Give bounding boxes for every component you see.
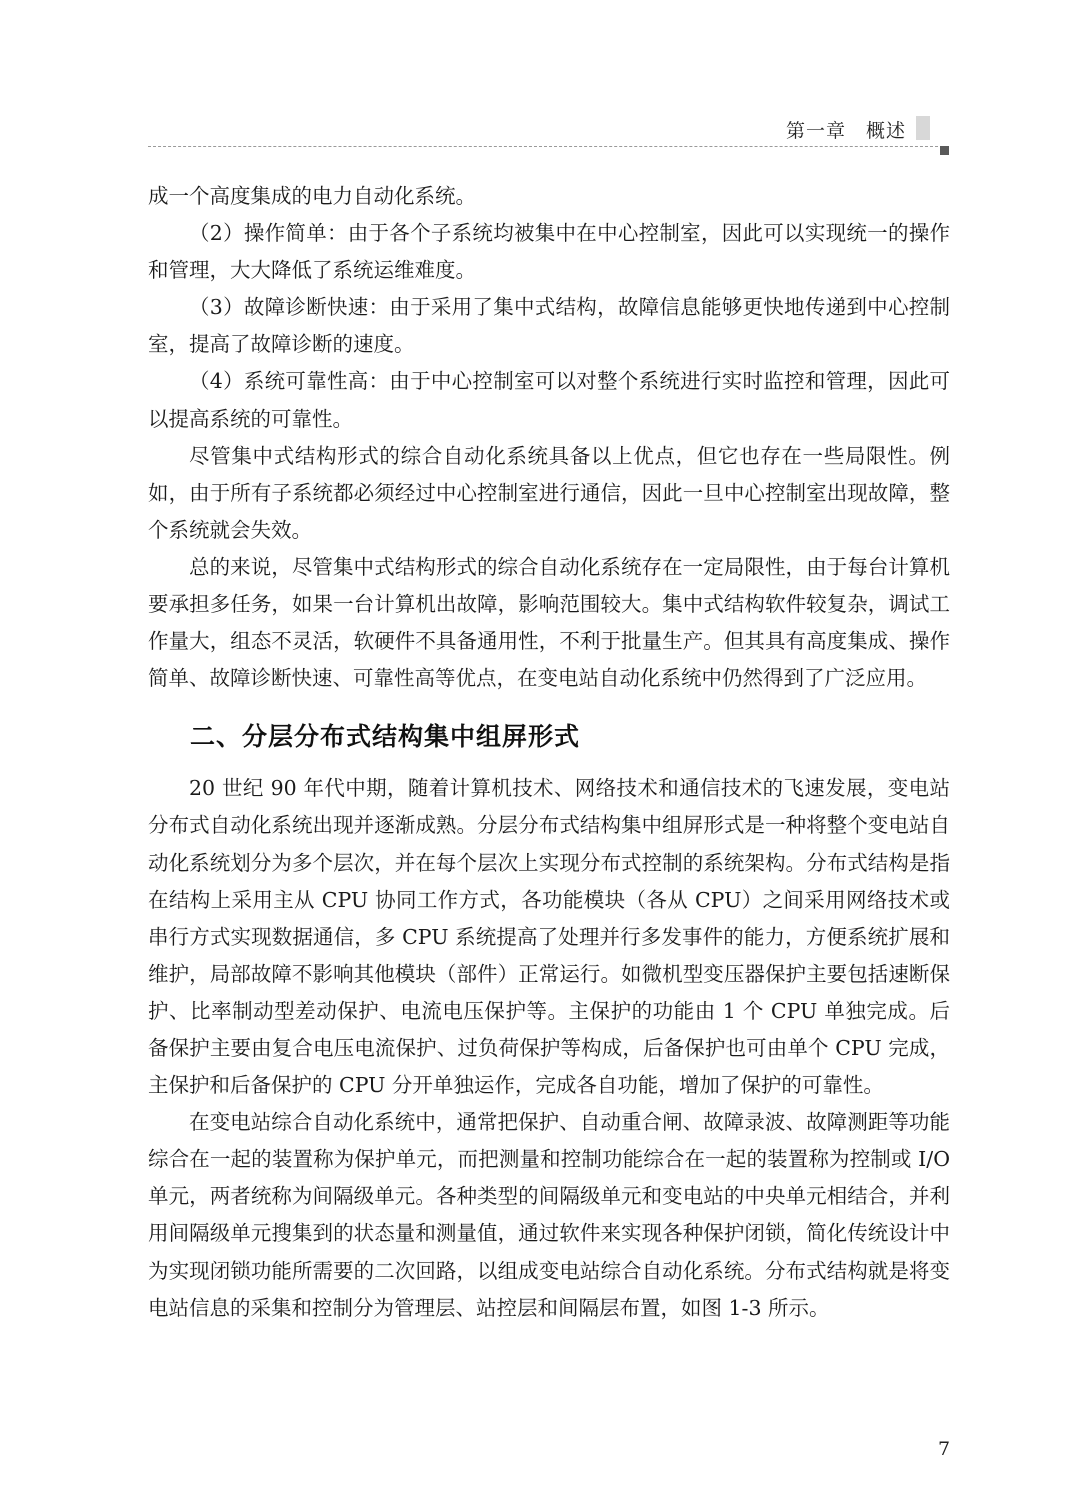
header-square-decoration — [940, 146, 949, 155]
paragraph-reliability: （4）系统可靠性高：由于中心控制室可以对整个系统进行实时监控和管理，因此可以提高系统的可靠性。 — [148, 369, 950, 431]
paragraph-fault-diagnosis: （3）故障诊断快速：由于采用了集中式结构，故障信息能够更快地传递到中心控制室，提高了故障诊断的速度。 — [148, 295, 950, 357]
paragraph-limitations: 尽管集中式结构形式的综合自动化系统具备以上优点，但它也存在一些局限性。例如，由于所有子系统都必须经过中心控制室进行通信，因此一旦中心控制室出现故障，整个系统就会失效。 — [148, 443, 950, 542]
header-bar-decoration — [916, 116, 930, 140]
paragraph-continuation: 成一个高度集成的电力自动化系统。 — [148, 184, 476, 208]
paragraph-distributed-intro: 20 世纪 90 年代中期，随着计算机技术、网络技术和通信技术的飞速发展，变电站分布式自动化系统出现并逐渐成熟。分层分布式结构集中组屏形式是一种将整个变电站自动化系统划分为多个层次，并在每个层次上实现分布式控制的系统架构。分布式结构是指在结构上采用主从 CPU 协同工作方式，各功能模块（各从 CPU）之间采用网络技术或串行方式实现数据通信，多 CPU 系统提高了处理并行多发事件的能力，方便系统扩展和维护，局部故障不影响其他模块（部件）正常运行。如微机型变压器保护主要包括速断保护、比率制动型差动保护、电流电压保护等。主保护的功能由 1 个 CPU 单独完成。后备保护主要由复合电压电流保护、过负荷保护等构成，后备保护也可由单个 CPU 完成，主保护和后备保护的 CPU 分开单独运作，完成各自功能，增加了保护的可靠性。 — [148, 776, 950, 1098]
paragraph-operation-simple: （2）操作简单：由于各个子系统均被集中在中心控制室，因此可以实现统一的操作和管理，大大降低了系统运维难度。 — [148, 221, 950, 283]
running-header — [148, 112, 938, 147]
page-number: 7 — [938, 1438, 951, 1460]
paragraph-bay-units: 在变电站综合自动化系统中，通常把保护、自动重合闸、故障录波、故障测距等功能综合在一起的装置称为保护单元，而把测量和控制功能综合在一起的装置称为控制或 I/O 单元，两者统称为间隔级单元。各种类型的间隔级单元和变电站的中央单元相结合，并利用间隔级单元搜集到的状态量和测量值，通过软件来实现各种保护闭锁，简化传统设计中为实现闭锁功能所需要的二次回路，以组成变电站综合自动化系统。分布式结构就是将变电站信息的采集和控制分为管理层、站控层和间隔层布置，如图 1-3 所示。 — [148, 1110, 950, 1320]
body-text — [148, 178, 950, 1327]
section-heading: 二、分层分布式结构集中组屏形式 — [190, 722, 581, 752]
chapter-title: 第一章 概述 — [785, 120, 906, 142]
paragraph-summary: 总的来说，尽管集中式结构形式的综合自动化系统存在一定局限性，由于每台计算机要承担多任务，如果一台计算机出故障，影响范围较大。集中式结构软件较复杂，调试工作量大，组态不灵活，软硬件不具备通用性，不利于批量生产。但其具有高度集成、操作简单、故障诊断快速、可靠性高等优点，在变电站自动化系统中仍然得到了广泛应用。 — [148, 554, 950, 691]
